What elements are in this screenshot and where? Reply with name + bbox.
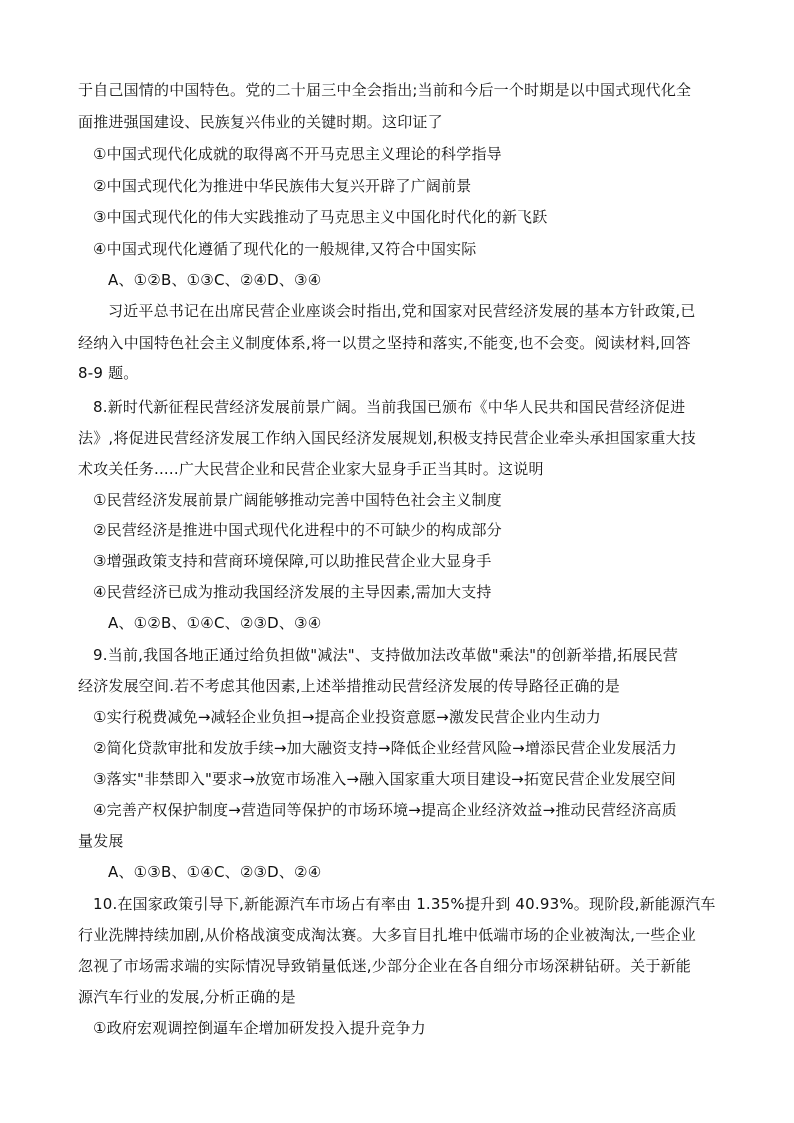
text-line: 面推进强国建设、民族复兴伟业的关键时期。这印证了 [78, 113, 443, 131]
option-line: ④中国式现代化遵循了现代化的一般规律,又符合中国实际 [93, 240, 477, 258]
option-line: ①中国式现代化成就的取得离不开马克思主义理论的科学指导 [93, 145, 502, 163]
text-line: 忽视了市场需求端的实际情况导致销量低迷,少部分企业在各自细分市场深耕钻研。关于新能 [78, 957, 691, 975]
question-8: 8.新时代新征程民营经济发展前景广阔。当前我国已颁布《中华人民共和国民营经济促进 [93, 398, 686, 416]
text-line: 于自己国情的中国特色。党的二十届三中全会指出;当前和今后一个时期是以中国式现代化全 [78, 81, 692, 99]
text-line: 量发展 [78, 832, 124, 850]
option-line: ①政府宏观调控倒逼车企增加研发投入提升竞争力 [93, 1019, 426, 1037]
option-line: ②中国式现代化为推进中华民族伟大复兴开辟了广阔前景 [93, 177, 472, 195]
text-line: 经纳入中国特色社会主义制度体系,将一以贯之坚持和落实,不能变,也不会变。阅读材料,回答 [78, 334, 691, 352]
option-line: ①实行税费减免→减轻企业负担→提高企业投资意愿→激发民营企业内生动力 [93, 708, 601, 726]
option-line: ③增强政策支持和营商环境保障,可以助推民营企业大显身手 [93, 552, 492, 570]
question-9: 9.当前,我国各地正通过给负担做"减法"、支持做加法改革做"乘法"的创新举措,拓展民营 [93, 646, 679, 664]
option-line: ②简化贷款审批和发放手续→加大融资支持→降低企业经营风险→增添民营企业发展活力 [93, 739, 677, 757]
option-line: ①民营经济发展前景广阔能够推动完善中国特色社会主义制度 [93, 491, 502, 509]
question-10: 10.在国家政策引导下,新能源汽车市场占有率由 1.35%提升到 40.93%。现阶段,新能源汽车 [93, 895, 716, 913]
text-line: 法》,将促进民营经济发展工作纳入国民经济发展规划,积极支持民营企业牵头承担国家重大技 [78, 429, 696, 447]
option-line: ③中国式现代化的伟大实践推动了马克思主义中国化时代化的新飞跃 [93, 208, 548, 226]
answer-choices: A、①③B、①④C、②③D、②④ [108, 863, 322, 881]
text-line: 习近平总书记在出席民营企业座谈会时指出,党和国家对民营经济发展的基本方针政策,已 [108, 302, 696, 320]
answer-choices: A、①②B、①③C、②④D、③④ [108, 271, 322, 289]
option-line: ②民营经济是推进中国式现代化进程中的不可缺少的构成部分 [93, 521, 502, 539]
option-line: ④民营经济已成为推动我国经济发展的主导因素,需加大支持 [93, 583, 492, 601]
answer-choices: A、①②B、①④C、②③D、③④ [108, 614, 322, 632]
text-line: 8-9 题。 [78, 364, 139, 382]
text-line: 源汽车行业的发展,分析正确的是 [78, 988, 296, 1006]
text-line: 经济发展空间.若不考虑其他因素,上述举措推动民营经济发展的传导路径正确的是 [78, 677, 620, 695]
text-line: 行业洗牌持续加剧,从价格战演变成淘汰赛。大多盲目扎堆中低端市场的企业被淘汰,一些企业 [78, 926, 696, 944]
text-line: 术攻关任务.....广大民营企业和民营企业家大显身手正当其时。这说明 [78, 460, 544, 478]
option-line: ③落实"非禁即入"要求→放宽市场准入→融入国家重大项目建设→拓宽民营企业发展空间 [93, 770, 676, 788]
option-line: ④完善产权保护制度→营造同等保护的市场环境→提高企业经济效益→推动民营经济高质 [93, 801, 677, 819]
